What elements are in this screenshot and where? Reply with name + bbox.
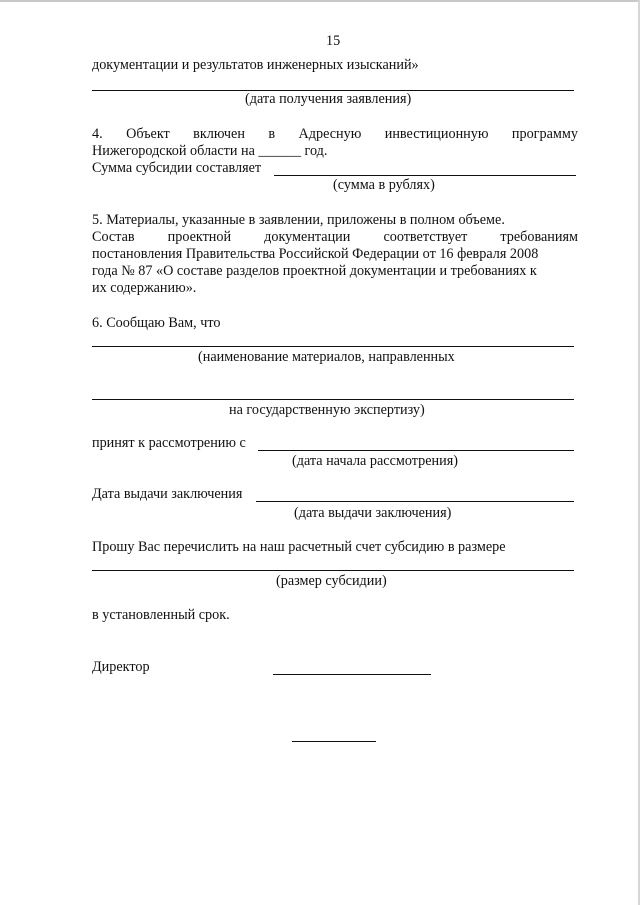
conclusion-label: Дата выдачи заключения bbox=[92, 486, 243, 502]
item5-line3: постановления Правительства Российской Федерации от 16 февраля 2008 bbox=[92, 246, 539, 262]
subsidy-amount-caption: (размер субсидии) bbox=[276, 573, 387, 589]
item5-word: требованиям bbox=[500, 229, 578, 245]
materials-caption-1: (наименование материалов, направленных bbox=[198, 349, 455, 365]
year-suffix: год. bbox=[304, 143, 328, 159]
item5-word: Состав bbox=[92, 229, 135, 245]
accepted-label: принят к рассмотрению с bbox=[92, 435, 246, 451]
item4-line2 bbox=[92, 143, 327, 160]
subsidy-caption: (сумма в рублях) bbox=[333, 177, 435, 193]
request-line: Прошу Вас перечислить на наш расчетный счет субсидию в размере bbox=[92, 539, 506, 555]
item6-intro: 6. Сообщаю Вам, что bbox=[92, 315, 221, 331]
item5-line4: года № 87 «О составе разделов проектной документации и требованиях к bbox=[92, 263, 537, 279]
item4-word: инвестиционную bbox=[384, 126, 489, 142]
item4-line1 bbox=[92, 126, 578, 143]
item5-line5: их содержанию». bbox=[92, 280, 197, 296]
materials-field-line-2 bbox=[92, 399, 574, 400]
closing-rule bbox=[292, 741, 376, 742]
accepted-caption: (дата начала рассмотрения) bbox=[292, 453, 458, 469]
item5-line2 bbox=[92, 229, 578, 246]
signature-line bbox=[273, 674, 431, 675]
item4-word: в bbox=[268, 126, 276, 142]
item5-line1: 5. Материалы, указанные в заявлении, приложены в полном объеме. bbox=[92, 212, 505, 228]
item4-word: Объект bbox=[126, 126, 170, 142]
page-edge-top bbox=[0, 0, 640, 2]
accepted-date-line bbox=[258, 450, 574, 451]
conclusion-caption: (дата выдачи заключения) bbox=[294, 505, 452, 521]
materials-caption-2: на государственную экспертизу) bbox=[229, 402, 425, 418]
item4-region-text: Нижегородской области на bbox=[92, 143, 255, 159]
item4-word: включен bbox=[193, 126, 245, 142]
subsidy-field-line bbox=[274, 175, 576, 176]
page-number: 15 bbox=[326, 33, 341, 49]
item5-word: документации bbox=[264, 229, 351, 245]
deadline-line: в установленный срок. bbox=[92, 607, 230, 623]
item5-word: соответствует bbox=[383, 229, 468, 245]
continuation-line: документации и результатов инженерных изысканий» bbox=[92, 57, 419, 73]
materials-field-line-1 bbox=[92, 346, 574, 347]
subsidy-label: Сумма субсидии составляет bbox=[92, 160, 262, 176]
item5-word: проектной bbox=[167, 229, 232, 245]
conclusion-date-line bbox=[256, 501, 574, 502]
year-blank: ______ bbox=[258, 143, 301, 159]
subsidy-amount-line bbox=[92, 570, 574, 571]
item4-word: программу bbox=[511, 126, 578, 142]
date-received-caption: (дата получения заявления) bbox=[245, 91, 412, 107]
item4-word: 4. bbox=[92, 126, 103, 142]
director-label: Директор bbox=[92, 659, 150, 675]
item4-word: Адресную bbox=[298, 126, 362, 142]
